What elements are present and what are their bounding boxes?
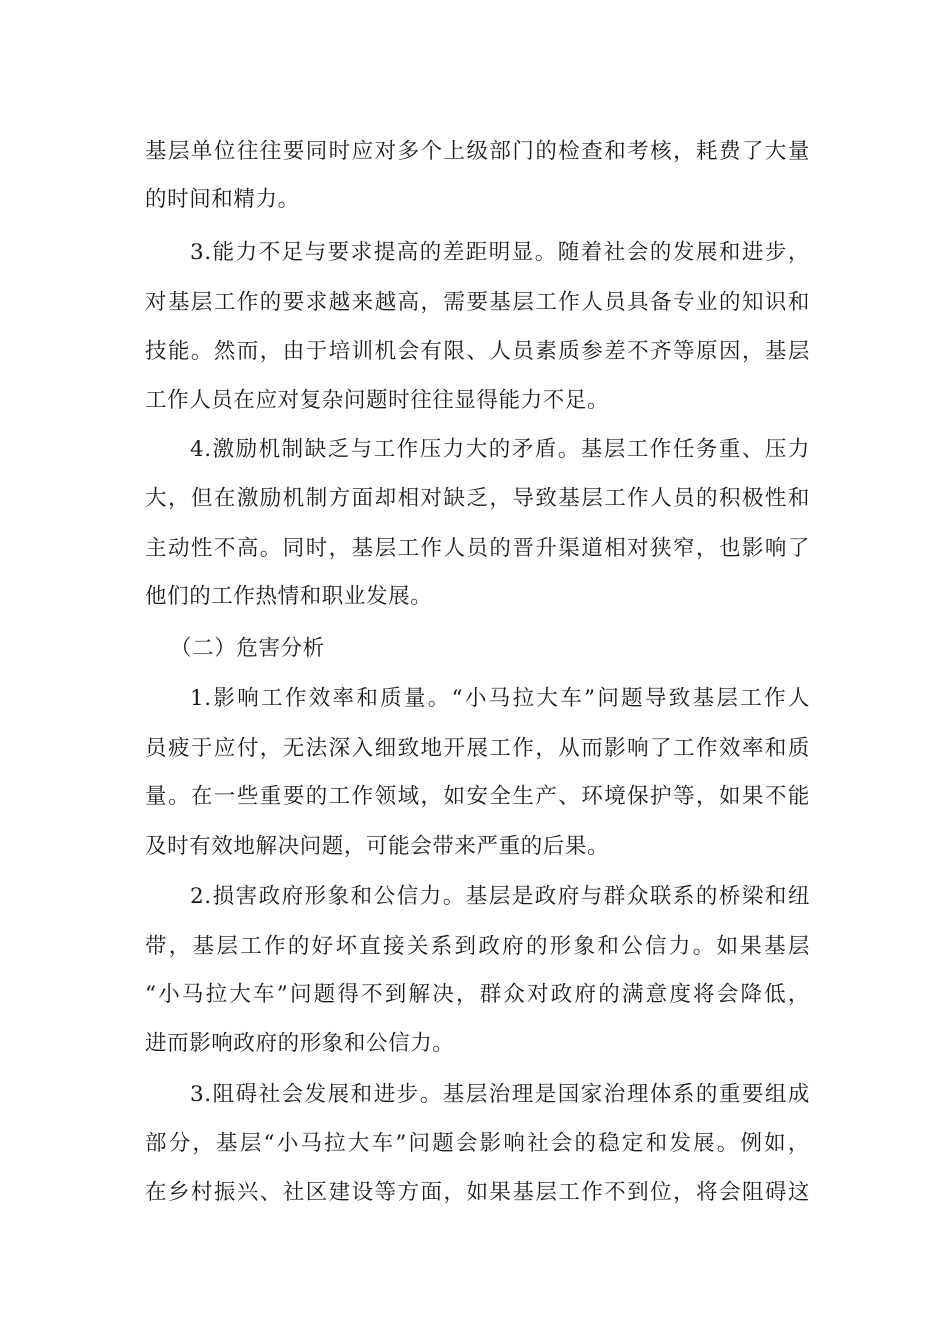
text-line: 及时有效地解决问题，可能会带来严重的后果。 xyxy=(145,834,610,859)
text-line: 1.影响工作效率和质量。“小马拉大车”问题导致基层工作人 xyxy=(190,686,810,711)
text-line: 带，基层工作的好坏直接关系到政府的形象和公信力。如果基层 xyxy=(145,934,810,959)
text-line: 对基层工作的要求越来越高，需要基层工作人员具备专业的知识和 xyxy=(145,290,810,315)
text-line: 在乡村振兴、社区建设等方面，如果基层工作不到位，将会阻碍这 xyxy=(145,1180,810,1205)
section-heading: （二）危害分析 xyxy=(170,636,325,661)
text-line: 大，但在激励机制方面却相对缺乏，导致基层工作人员的积极性和 xyxy=(145,486,810,511)
text-line: 进而影响政府的形象和公信力。 xyxy=(145,1031,455,1056)
text-line: 员疲于应付，无法深入细致地开展工作，从而影响了工作效率和质 xyxy=(145,736,810,761)
text-line: 基层单位往往要同时应对多个上级部门的检查和考核，耗费了大量 xyxy=(145,139,810,164)
text-line: 的时间和精力。 xyxy=(145,187,300,212)
text-line: 3.能力不足与要求提高的差距明显。随着社会的发展和进步， xyxy=(190,240,810,265)
text-line: 主动性不高。同时，基层工作人员的晋升渠道相对狭窄，也影响了 xyxy=(145,536,810,561)
text-line: 技能。然而，由于培训机会有限、人员素质参差不齐等原因，基层 xyxy=(145,339,810,364)
text-line: 工作人员在应对复杂问题时往往显得能力不足。 xyxy=(145,388,610,413)
text-line: “小马拉大车”问题得不到解决，群众对政府的满意度将会降低， xyxy=(145,982,810,1007)
text-line: 他们的工作热情和职业发展。 xyxy=(145,584,433,609)
text-line: 4.激励机制缺乏与工作压力大的矛盾。基层工作任务重、压力 xyxy=(190,437,810,462)
text-line: 部分，基层“小马拉大车”问题会影响社会的稳定和发展。例如， xyxy=(145,1131,810,1156)
text-line: 2.损害政府形象和公信力。基层是政府与群众联系的桥梁和纽 xyxy=(190,884,810,909)
text-line: 3.阻碍社会发展和进步。基层治理是国家治理体系的重要组成 xyxy=(190,1082,810,1107)
text-line: 量。在一些重要的工作领域，如安全生产、环境保护等，如果不能 xyxy=(145,784,810,809)
